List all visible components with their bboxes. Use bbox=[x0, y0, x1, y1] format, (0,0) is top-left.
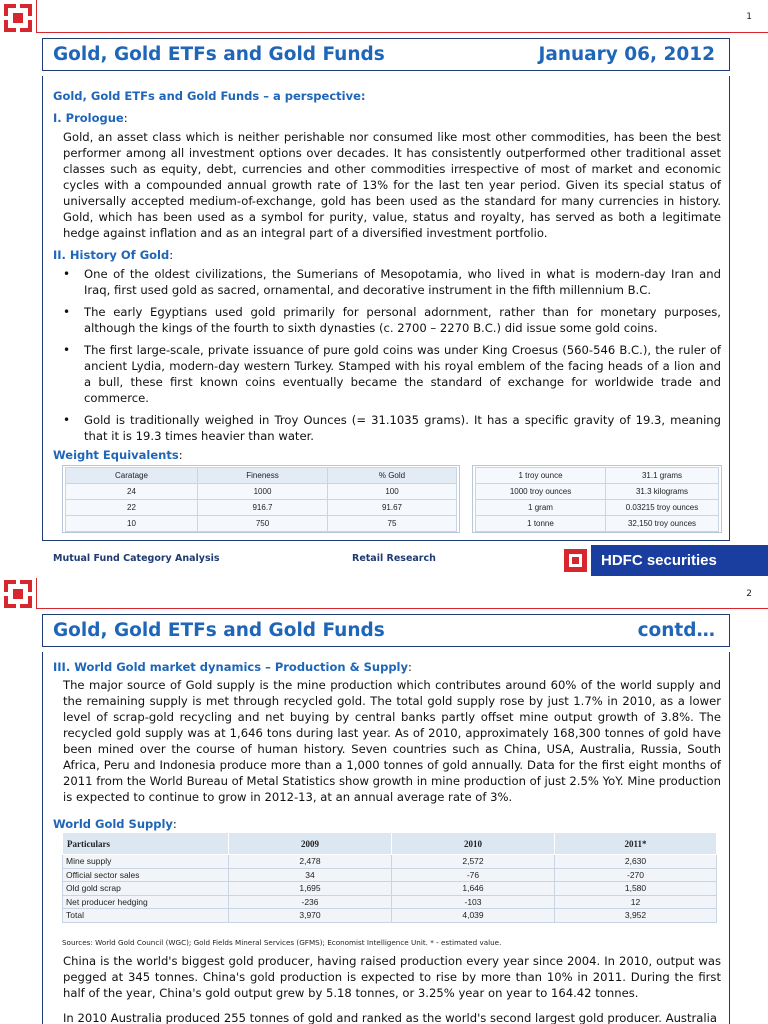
page-number: 1 bbox=[746, 12, 752, 22]
table-cell: 1000 bbox=[198, 484, 328, 500]
supply-dynamics-title: III. World Gold market dynamics – Production & Supply bbox=[53, 660, 408, 674]
table-cell: 4,039 bbox=[392, 909, 555, 923]
table-cell: 3,970 bbox=[229, 909, 392, 923]
table-cell: Total bbox=[63, 909, 229, 923]
table-header: Fineness bbox=[198, 468, 328, 484]
page-title: Gold, Gold ETFs and Gold Funds bbox=[53, 620, 385, 641]
table-header: 2010 bbox=[392, 833, 555, 855]
table-cell: 31.1 grams bbox=[606, 468, 719, 484]
table-cell: 91.67 bbox=[328, 500, 457, 516]
table-cell: 32,150 troy ounces bbox=[606, 516, 719, 532]
table-row bbox=[63, 909, 717, 923]
page2-content bbox=[53, 660, 721, 831]
prologue-title: I. Prologue bbox=[53, 111, 124, 125]
table-cell: 24 bbox=[66, 484, 198, 500]
table-row bbox=[63, 868, 717, 882]
footer-research: Retail Research bbox=[352, 553, 436, 564]
table-cell: Old gold scrap bbox=[63, 882, 229, 896]
table-cell: 750 bbox=[198, 516, 328, 532]
table-cell: -103 bbox=[392, 895, 555, 909]
table-header: 2009 bbox=[229, 833, 392, 855]
header-rule bbox=[36, 32, 768, 33]
australia-paragraph: In 2010 Australia produced 255 tonnes of gold and ranked as the world's second largest gold producer. Australia bbox=[63, 1011, 717, 1024]
table-cell: 1 gram bbox=[476, 500, 606, 516]
header-rule bbox=[36, 608, 768, 609]
list-item: • One of the oldest civilizations, the Sumerians of Mesopotamia, who lived in what is modern-day Iran and Iraq, first used gold as sacred, ornamental, and decorative instrument in the fifth millennium B.C. bbox=[63, 266, 721, 298]
history-colon: : bbox=[169, 248, 174, 262]
prologue-heading bbox=[53, 111, 721, 125]
prologue-paragraph: Gold, an asset class which is neither perishable nor consumed like most other commodities, has been the best performer among all investment options over decades. It has consistently outperformed other traditional asset classes such as equity, debt, currencies and other commodities irrespective of most of market and economic cycles with a compounded annual growth rate of 13% for the last ten year period. Given its special status of universally accepted medium-of-exchange, gold has been used as the standard for many currencies in history. Gold, which has been used as a symbol for purity, value, status and royalty, has served as both a legitimate hedge against inflation and as an integral part of a diversified investment portfolio. bbox=[63, 130, 721, 240]
table-cell: 34 bbox=[229, 868, 392, 882]
brand-label: HDFC securities bbox=[601, 552, 717, 569]
table-cell: -76 bbox=[392, 868, 555, 882]
sources-note: Sources: World Gold Council (WGC); Gold Fields Mineral Services (GFMS); Economist Intelligence Unit. * - estimated value. bbox=[62, 938, 502, 947]
table-cell: 1 tonne bbox=[476, 516, 606, 532]
hdfc-logo-icon bbox=[4, 580, 32, 608]
table-cell: 75 bbox=[328, 516, 457, 532]
prologue-colon: : bbox=[123, 111, 128, 125]
table-cell: 2,630 bbox=[555, 855, 717, 869]
table-cell: -270 bbox=[555, 868, 717, 882]
table-header: Caratage bbox=[66, 468, 198, 484]
weight-title: Weight Equivalents bbox=[53, 448, 179, 462]
table-cell: 1 troy ounce bbox=[476, 468, 606, 484]
continued-label: contd… bbox=[637, 620, 715, 641]
table-header: Particulars bbox=[63, 833, 229, 855]
table-cell: 1,646 bbox=[392, 882, 555, 896]
table-row bbox=[63, 895, 717, 909]
table-cell: 3,952 bbox=[555, 909, 717, 923]
table-cell: 1,580 bbox=[555, 882, 717, 896]
table-row bbox=[476, 500, 719, 516]
list-item: • The early Egyptians used gold primarily for personal adornment, rather than for monetary purposes, although the kings of the fourth to sixth dynasties (c. 2700 – 2270 B.C.) did issue some gold coins. bbox=[63, 304, 721, 336]
table-cell: 1,695 bbox=[229, 882, 392, 896]
table-row bbox=[476, 468, 719, 484]
caratage-table bbox=[65, 467, 457, 532]
page2-lower-content bbox=[53, 953, 721, 1024]
table-row bbox=[66, 484, 457, 500]
perspective-heading: Gold, Gold ETFs and Gold Funds – a perspective: bbox=[53, 89, 366, 103]
margin-rule bbox=[36, 0, 37, 32]
table-cell: 22 bbox=[66, 500, 198, 516]
supply-paragraph: The major source of Gold supply is the mine production which contributes around 60% of the world supply and the remaining supply is met through recycled gold. The total gold supply rose by just 1.7% in 2010, as a lower level of scrap-gold recycling and net buying by central banks partly offset mine output growth of 3.8%. The recycled gold supply was at 1,646 tons during last year. As of 2010, approximately 168,300 tonnes of gold have been mined over the course of human history. Seven countries such as China, USA, Australia, Russia, South Africa, Peru and Indonesia produce more than a 1,000 tonnes of gold annually. Data for the first eight months of 2011 from the World Bureau of Metal Statistics show growth in mine production of just 2.5% YoY. Mine production is expected to continue to grow in 2012-13, at an annual average rate of 3%. bbox=[63, 678, 721, 804]
world-supply-title: World Gold Supply bbox=[53, 817, 173, 831]
page-title-bar bbox=[42, 614, 730, 647]
table-row bbox=[66, 500, 457, 516]
table-cell: Net producer hedging bbox=[63, 895, 229, 909]
table-row bbox=[63, 882, 717, 896]
world-supply-heading bbox=[53, 817, 721, 831]
table-cell: 12 bbox=[555, 895, 717, 909]
list-item: • Gold is traditionally weighed in Troy Ounces (= 31.1035 grams). It has a specific gravity of 19.3, meaning that it is 19.3 times heavier than water. bbox=[63, 412, 721, 444]
table-header: % Gold bbox=[328, 468, 457, 484]
table-cell: 2,478 bbox=[229, 855, 392, 869]
table-cell: Official sector sales bbox=[63, 868, 229, 882]
table-cell: 916.7 bbox=[198, 500, 328, 516]
table-cell: 2,572 bbox=[392, 855, 555, 869]
world-supply-colon: : bbox=[172, 817, 177, 831]
page-number: 2 bbox=[746, 589, 752, 599]
page-title: Gold, Gold ETFs and Gold Funds bbox=[53, 44, 385, 65]
table-cell: 0.03215 troy ounces bbox=[606, 500, 719, 516]
page1-content bbox=[53, 89, 721, 462]
supply-dynamics-heading bbox=[53, 660, 721, 674]
table-row bbox=[66, 516, 457, 532]
weight-colon: : bbox=[178, 448, 183, 462]
world-gold-supply-table bbox=[62, 832, 717, 923]
history-title: II. History Of Gold bbox=[53, 248, 170, 262]
table-row bbox=[63, 855, 717, 869]
table-row bbox=[476, 484, 719, 500]
table-cell: 100 bbox=[328, 484, 457, 500]
report-date: January 06, 2012 bbox=[538, 44, 715, 65]
supply-dynamics-colon: : bbox=[408, 660, 412, 674]
hdfc-logo-icon bbox=[4, 4, 32, 32]
hdfc-logo-icon bbox=[560, 545, 591, 576]
table-cell: Mine supply bbox=[63, 855, 229, 869]
footer-category: Mutual Fund Category Analysis bbox=[53, 553, 220, 564]
history-heading bbox=[53, 248, 721, 262]
table-cell: -236 bbox=[229, 895, 392, 909]
table-row bbox=[476, 516, 719, 532]
table-cell: 1000 troy ounces bbox=[476, 484, 606, 500]
list-item: • The first large-scale, private issuance of pure gold coins was under King Croesus (560-546 B.C.), the ruler of ancient Lydia, modern-day western Turkey. Stamped with his royal emblem of the facing heads of a lion and a bull, these first known coins eventually became the standard of exchange for worldwide trade and commerce. bbox=[63, 342, 721, 406]
table-header: 2011* bbox=[555, 833, 717, 855]
table-cell: 10 bbox=[66, 516, 198, 532]
page-title-bar bbox=[42, 38, 730, 71]
china-paragraph: China is the world's biggest gold producer, having raised production every year since 2004. In 2010, output was pegged at 345 tonnes. China's gold production is expected to rise by more than 10% in 2011. During the first half of the year, China's gold output grew by 5.18 tonnes, or 3.25% year on year to 164.42 tonnes. bbox=[63, 954, 721, 1000]
hdfc-securities-brand bbox=[560, 545, 768, 576]
table-cell: 31.3 kilograms bbox=[606, 484, 719, 500]
margin-rule bbox=[36, 578, 37, 608]
weight-heading bbox=[53, 448, 721, 462]
history-list bbox=[53, 266, 721, 444]
troy-ounce-table bbox=[475, 467, 719, 532]
